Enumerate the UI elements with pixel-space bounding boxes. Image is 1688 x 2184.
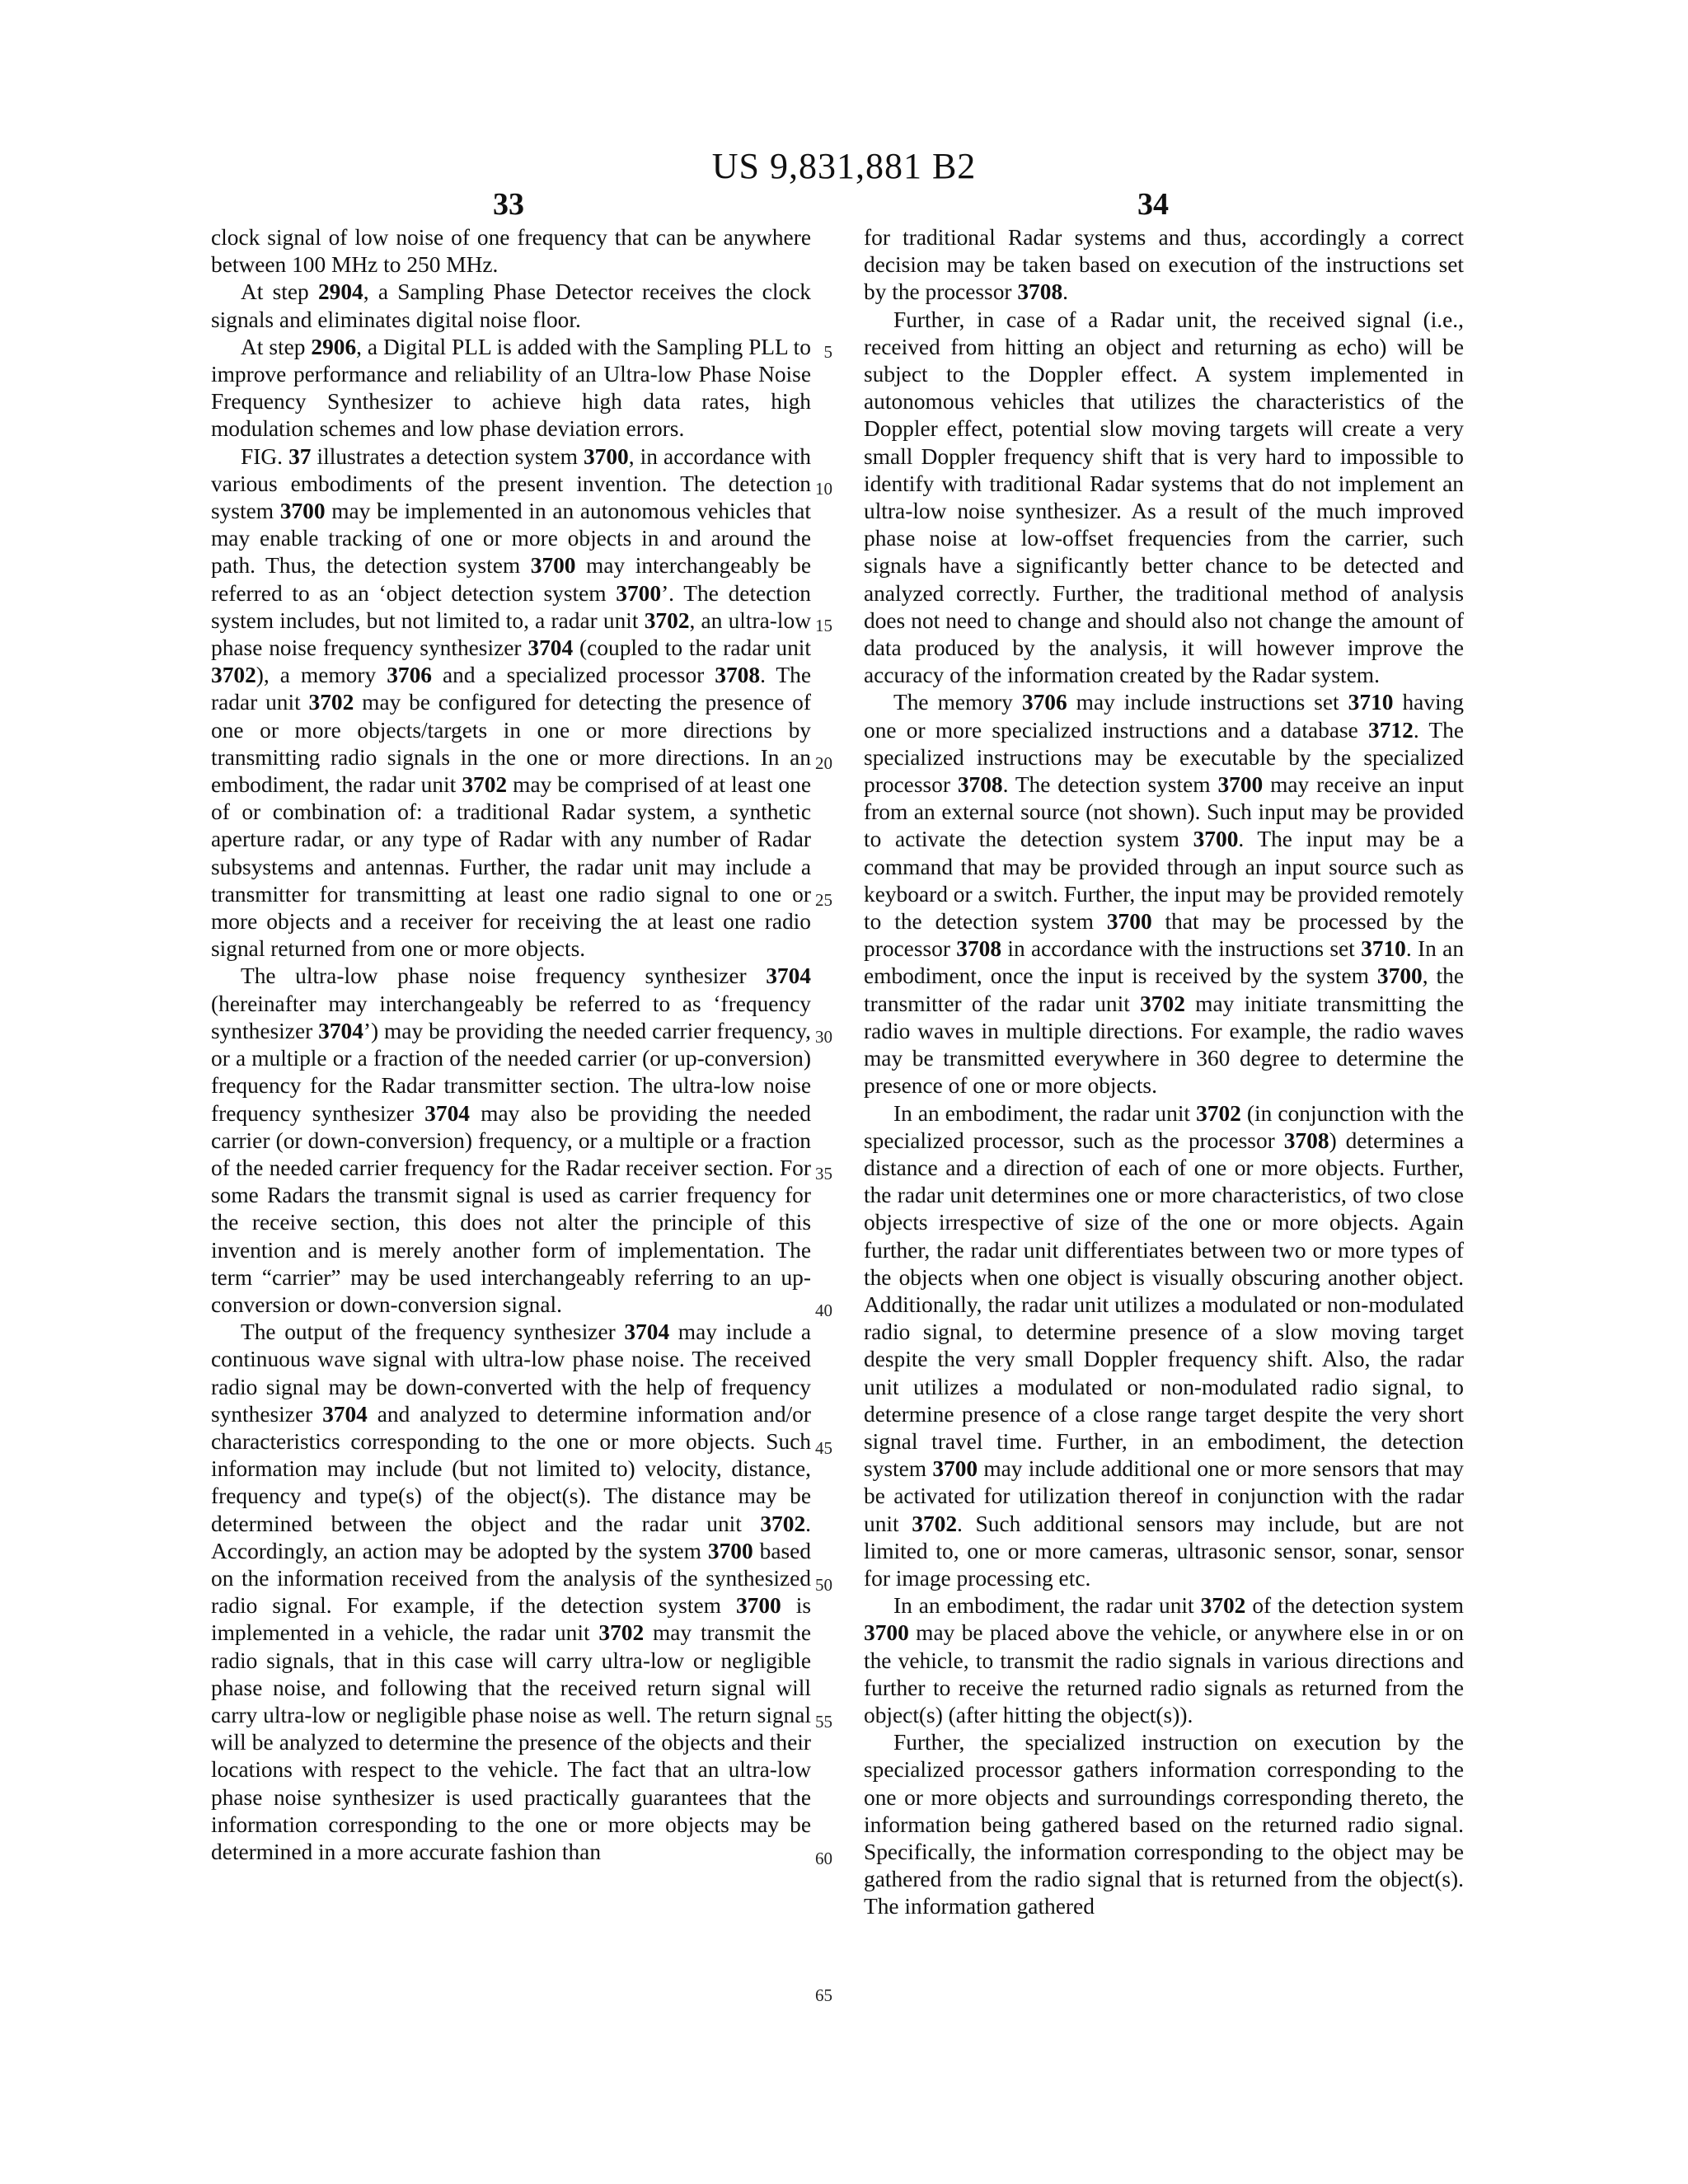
margin-line-number: 20 — [815, 752, 832, 773]
margin-line-number: 65 — [815, 1985, 832, 2006]
right-column-paragraph: In an embodiment, the radar unit 3702 (in conjunction with the specialized processor, such as the processor 3708) determines a distance and a direction of each of one or more objects. Further, the radar unit determines one or more characteristics, of two close objects irrespective of size of the one or more objects. Again further, the radar unit differentiates between two or more types of the objects when one object is visually obscuring another object. Additionally, the radar unit utilizes a modulated or non-modulated radio signal, to determine presence of a slow moving target despite the very small Doppler frequency shift. Also, the radar unit utilizes a modulated or non-modulated radio signal, to determine presence of a close range target despite the very short signal travel time. Further, in an embodiment, the detection system 3700 may include additional one or more sensors that may be activated for utilization thereof in conjunction with the radar unit 3702. Such additional sensors may include, but are not limited to, one or more cameras, ultrasonic sensor, sonar, sensor for image processing etc. — [864, 1100, 1465, 1591]
margin-line-number: 15 — [815, 616, 832, 636]
right-column-paragraph: Further, the specialized instruction on execution by the specialized processor gathers information corresponding to the one or more objects and surroundings corresponding thereto, the information being gathered based on the returned radio signal. Specifically, the information corresponding to the object may be gathered from the radio signal that is returned from the object(s). The information gathered — [864, 1730, 1464, 1919]
margin-line-number: 55 — [815, 1712, 832, 1732]
left-column-paragraph: The output of the frequency synthesizer 3704 may include a continuous wave signal with ultra-low phase noise. The received radio signal may be down-converted with the help of frequency synthesizer 3704 and analyzed to determine information and/or characteristics corresponding to the one or more objects. Such information may include (but not limited to) velocity, distance, frequency and type(s) of the object(s). The distance may be determined between the object and the radar unit 3702. Accordingly, an action may be adopted by the system 3700 based on the information received from the analysis of the synthesized radio signal. For example, if the detection system 3700 is implemented in a vehicle, the radar unit 3702 may transmit the radio signals, that in this case will carry ultra-low or negligible phase noise, and following that the received return signal will carry ultra-low or negligible phase noise as well. The return signal will be analyzed to determine the presence of the objects and their locations with respect to the vehicle. The fact that an ultra-low phase noise synthesizer is used practically guarantees that the information corresponding to the one or more objects may be determined in a more accurate fashion than — [211, 1319, 811, 1864]
right-column-paragraph: In an embodiment, the radar unit 3702 of the detection system 3700 may be placed above the vehicle, or anywhere else in or on the vehicle, to transmit the radio signals in various directions and further to receive the returned radio signals as returned from the object(s) (after hitting the object(s)). — [864, 1593, 1464, 1727]
column-number-left: 33 — [493, 187, 524, 222]
margin-line-number: 10 — [815, 479, 832, 499]
margin-line-number: 40 — [815, 1301, 832, 1321]
margin-line-number: 5 — [823, 342, 832, 362]
column-number-right: 34 — [1137, 187, 1169, 222]
margin-line-number: 45 — [815, 1437, 832, 1458]
left-column-paragraph: clock signal of low noise of one frequency that can be anywhere between 100 MHz to 250 MHz. — [211, 225, 811, 278]
margin-line-number: 35 — [815, 1164, 832, 1184]
margin-line-number: 25 — [815, 889, 832, 910]
left-column-paragraph: The ultra-low phase noise frequency synthesizer 3704 (hereinafter may interchangeably be referred to as ‘frequency synthesizer 3704’) may be providing the needed carrier frequency, or a multiple or a fraction of the needed carrier (or up-conversion) frequency for the Radar transmitter section. The ultra-low noise frequency synthesizer 3704 may also be providing the needed carrier (or down-conversion) frequency, or a multiple or a fraction of the needed carrier frequency for the Radar receiver section. For some Radars the transmit signal is used as carrier frequency for the receive section, this does not alter the principle of this invention and is merely another form of implementation. The term “carrier” may be used interchangeably referring to an up-conversion or down-conversion signal. — [211, 963, 811, 1317]
right-column-paragraph: for traditional Radar systems and thus, accordingly a correct decision may be taken based on execution of the instructions set by the processor 3708. — [864, 225, 1464, 305]
left-column-paragraph: FIG. 37 illustrates a detection system 3700, in accordance with various embodiments of the present invention. The detection system 3700 may be implemented in an autonomous vehicles that may enable tracking of one or more objects in and around the path. Thus, the detection system 3700 may interchangeably be referred to as an ‘object detection system 3700’. The detection system includes, but not limited to, a radar unit 3702, an ultra-low phase noise frequency synthesizer 3704 (coupled to the radar unit 3702), a memory 3706 and a specialized processor 3708. The radar unit 3702 may be configured for detecting the presence of one or more objects/targets in one or more directions by transmitting radio signals in the one or more directions. In an embodiment, the radar unit 3702 may be comprised of at least one of or combination of: a traditional Radar system, a synthetic aperture radar, or any type of Radar with any number of Radar subsystems and antennas. Further, the radar unit may include a transmitter for transmitting at least one radio signal to one or more objects and a receiver for receiving the at least one radio signal returned from one or more objects. — [211, 443, 812, 962]
right-column-paragraph: Further, in case of a Radar unit, the received signal (i.e., received from hitting an object and returning as echo) will be subject to the Doppler effect. A system implemented in autonomous vehicles that utilizes the characteristics of the Doppler effect, potential slow moving targets will create a very small Doppler frequency shift that is very hard to impossible to identify with traditional Radar systems that do not implement an ultra-low noise synthesizer. As a result of the much improved phase noise at low-offset frequencies from the carrier, such signals have a significantly better chance to be detected and analyzed correctly. Further, the traditional method of analysis does not need to change and should also not change the amount of data produced by the analysis, it will however improve the accuracy of the information created by the Radar system. — [864, 307, 1464, 688]
right-column-paragraph: The memory 3706 may include instructions set 3710 having one or more specialized instructions and a database 3712. The specialized instructions may be executable by the specialized processor 3708. The detection system 3700 may receive an input from an external source (not shown). Such input may be provided to activate the detection system 3700. The input may be a command that may be provided through an input source such as keyboard or a switch. Further, the input may be provided remotely to the detection system 3700 that may be processed by the processor 3708 in accordance with the instructions set 3710. In an embodiment, once the input is received by the system 3700, the transmitter of the radar unit 3702 may initiate transmitting the radio waves in multiple directions. For example, the radio waves may be transmitted everywhere in 360 degree to determine the presence of one or more objects. — [864, 690, 1465, 1099]
left-column-paragraph: At step 2906, a Digital PLL is added with the Sampling PLL to improve performance and reliability of an Ultra-low Phase Noise Frequency Synthesizer to achieve high data rates, high modulation schemes and low phase deviation errors. — [211, 334, 811, 442]
left-column-paragraph: At step 2904, a Sampling Phase Detector receives the clock signals and eliminates digital noise floor. — [211, 279, 811, 332]
margin-line-number: 30 — [815, 1027, 832, 1047]
margin-line-number: 50 — [815, 1574, 832, 1595]
margin-line-number: 60 — [815, 1849, 832, 1869]
patent-number-header: US 9,831,881 B2 — [711, 146, 977, 186]
